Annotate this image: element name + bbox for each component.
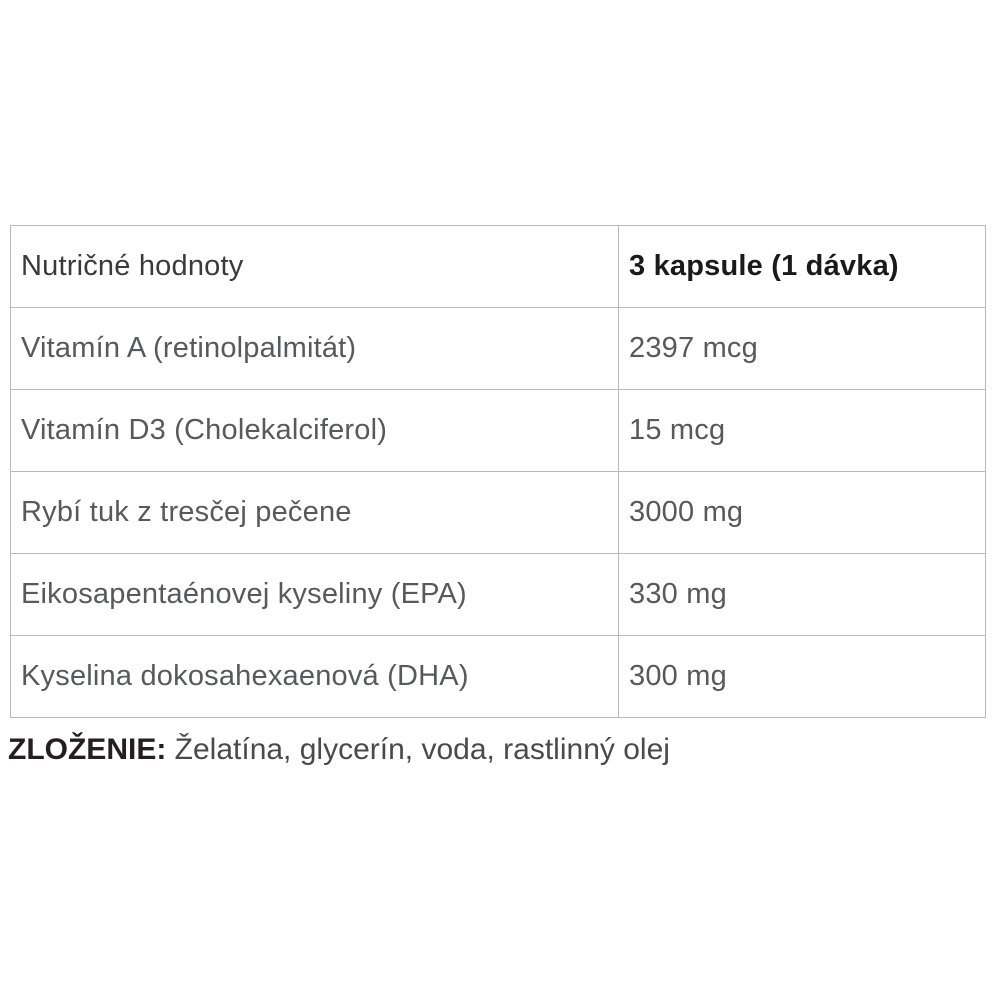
nutrition-facts-block xyxy=(10,225,985,718)
table-header-value: 3 kapsule (1 dávka) xyxy=(619,226,986,308)
table-row xyxy=(11,390,986,472)
table-row xyxy=(11,308,986,390)
nutrient-value: 2397 mcg xyxy=(619,308,986,390)
nutrient-label: Kyselina dokosahexaenová (DHA) xyxy=(11,636,619,718)
nutrient-value: 3000 mg xyxy=(619,472,986,554)
table-header-label: Nutričné hodnoty xyxy=(11,226,619,308)
nutrient-value: 300 mg xyxy=(619,636,986,718)
table-row xyxy=(11,554,986,636)
nutrient-label: Vitamín A (retinolpalmitát) xyxy=(11,308,619,390)
nutrient-label: Eikosapentaénovej kyseliny (EPA) xyxy=(11,554,619,636)
composition-label: ZLOŽENIE: xyxy=(8,733,167,766)
nutrient-label: Rybí tuk z tresčej pečene xyxy=(11,472,619,554)
nutrient-value: 15 mcg xyxy=(619,390,986,472)
nutrition-table xyxy=(10,225,986,718)
composition-text: Želatína, glycerín, voda, rastlinný olej xyxy=(166,733,670,766)
table-row xyxy=(11,636,986,718)
nutrient-label: Vitamín D3 (Cholekalciferol) xyxy=(11,390,619,472)
composition-line xyxy=(8,733,988,768)
nutrient-value: 330 mg xyxy=(619,554,986,636)
table-row xyxy=(11,472,986,554)
table-header-row xyxy=(11,226,986,308)
